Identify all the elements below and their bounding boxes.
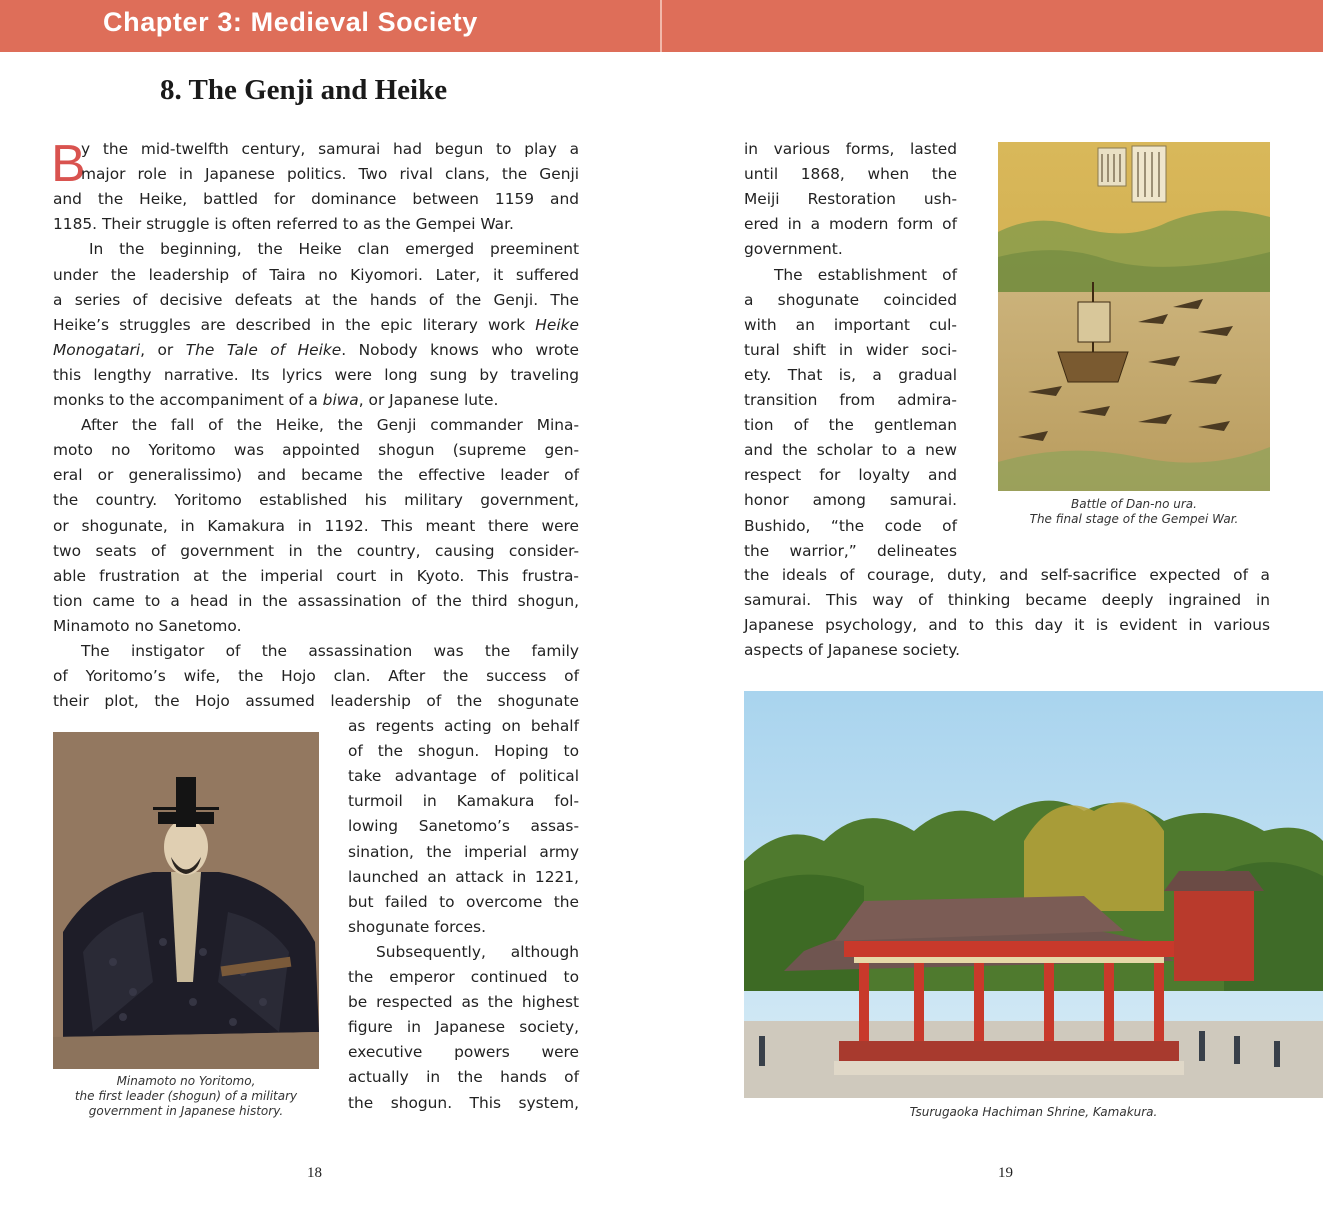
- text-line: Monogatari, or The Tale of Heike. Nobody knows who wrote: [53, 340, 580, 359]
- text-line: ety. That is, a gradual: [744, 365, 957, 384]
- text-line: a series of decisive defeats at the hands of the Genji. The: [53, 290, 579, 309]
- text-line: monks to the accompaniment of a biwa, or Japanese lute.: [53, 391, 499, 409]
- text-line: In the beginning, the Heike clan emerged preeminent: [89, 240, 579, 259]
- text-line: until 1868, when the: [744, 165, 957, 184]
- text-line: sination, the imperial army: [348, 842, 579, 861]
- text-line: shogunate forces.: [348, 917, 486, 936]
- text-line: two seats of government in the country, causing consider-: [53, 541, 579, 560]
- shrine-caption: Tsurugaoka Hachiman Shrine, Kamakura.: [909, 1105, 1158, 1119]
- text-line: the shogun. This system,: [348, 1093, 579, 1112]
- text-line: take advantage of political: [348, 767, 579, 786]
- text-line: of the shogun. Hoping to: [348, 742, 579, 761]
- text-line: government.: [744, 240, 843, 259]
- text-line: Bushido, “the code of: [744, 516, 957, 535]
- text-line: Subsequently, although: [376, 942, 579, 961]
- text-line: major role in Japanese politics. Two rival clans, the Genji: [81, 165, 579, 184]
- text-line: aspects of Japanese society.: [744, 641, 961, 660]
- battle-caption-line-1: Battle of Dan-no ura.: [1071, 497, 1197, 511]
- text-line: their plot, the Hojo assumed leadership of the shogunate: [53, 692, 579, 711]
- text-line: launched an attack in 1221,: [348, 867, 579, 886]
- text-line: tural shift in wider soci-: [744, 340, 957, 359]
- text-line: with an important cul-: [744, 315, 957, 334]
- text-line: The establishment of: [774, 265, 957, 284]
- text-line: After the fall of the Heike, the Genji commander Mina-: [81, 416, 579, 435]
- text-line: samurai. This way of thinking became deeply ingrained in: [744, 591, 1270, 610]
- battle-caption-line-2: The final stage of the Gempei War.: [1029, 512, 1239, 526]
- text-line: the ideals of courage, duty, and self-sacrifice expected of a: [744, 566, 1270, 584]
- text-line: Meiji Restoration ush-: [744, 190, 957, 209]
- text-line: 1185. Their struggle is often referred to as the Gempei War.: [53, 215, 514, 234]
- yoritomo-portrait-image: [53, 732, 319, 1069]
- text-line: actually in the hands of: [348, 1068, 579, 1087]
- text-line: or shogunate, in Kamakura in 1192. This meant there were: [53, 516, 579, 535]
- chapter-title: Chapter 3: Medieval Society: [103, 7, 478, 37]
- header-divider: [660, 0, 662, 52]
- text-line: as regents acting on behalf: [348, 717, 579, 735]
- text-line: this lengthy narrative. Its lyrics were long sung by traveling: [53, 365, 579, 384]
- text-line: executive powers were: [348, 1043, 579, 1062]
- text-line: the country. Yoritomo established his military government,: [53, 491, 579, 510]
- drop-cap: B: [51, 135, 86, 193]
- text-line: ered in a modern form of: [744, 215, 957, 234]
- text-line: tion of the gentleman: [744, 416, 957, 435]
- text-line: The instigator of the assassination was the family: [81, 642, 579, 660]
- text-line: able frustration at the imperial court in Kyoto. This frustra-: [53, 566, 579, 585]
- text-line: transition from admira-: [744, 391, 957, 409]
- text-line: the emperor continued to: [348, 968, 579, 986]
- section-title: 8. The Genji and Heike: [160, 74, 448, 106]
- left-page-number: 18: [307, 1165, 322, 1181]
- text-line: turmoil in Kamakura fol-: [348, 792, 579, 811]
- shrine-photo-image: [744, 691, 1323, 1098]
- text-line: moto no Yoritomo was appointed shogun (supreme gen-: [53, 441, 579, 460]
- text-line: but failed to overcome the: [348, 892, 579, 911]
- text-line: of Yoritomo’s wife, the Hojo clan. After the success of: [53, 667, 579, 686]
- text-line: and the Heike, battled for dominance between 1159 and: [53, 190, 579, 209]
- yoritomo-caption-line-2: the first leader (shogun) of a military: [74, 1089, 298, 1103]
- text-line: tion came to a head in the assassination of the third shogun,: [53, 591, 579, 610]
- text-line: Minamoto no Sanetomo.: [53, 616, 242, 635]
- battle-painting-image: [998, 142, 1270, 491]
- text-line: a shogunate coincided: [744, 290, 957, 309]
- text-line: the warrior,” delineates: [744, 541, 957, 560]
- text-line: Heike’s struggles are described in the epic literary work Heike: [53, 315, 579, 334]
- text-line: y the mid-twelfth century, samurai had begun to play a: [81, 140, 579, 158]
- text-line: honor among samurai.: [744, 491, 957, 510]
- text-line: in various forms, lasted: [744, 140, 957, 158]
- text-line: Japanese psychology, and to this day it is evident in various: [744, 616, 1270, 635]
- yoritomo-caption-line-1: Minamoto no Yoritomo,: [116, 1074, 256, 1088]
- text-line: respect for loyalty and: [744, 466, 957, 485]
- text-line: and the scholar to a new: [744, 441, 957, 460]
- text-line: figure in Japanese society,: [348, 1018, 579, 1037]
- text-line: be respected as the highest: [348, 993, 579, 1012]
- right-page-number: 19: [998, 1165, 1013, 1181]
- text-line: lowing Sanetomo’s assas-: [348, 817, 579, 836]
- yoritomo-caption-line-3: government in Japanese history.: [88, 1104, 284, 1118]
- text-line: under the leadership of Taira no Kiyomori. Later, it suffered: [53, 265, 579, 284]
- text-line: eral or generalissimo) and became the effective leader of: [53, 466, 579, 485]
